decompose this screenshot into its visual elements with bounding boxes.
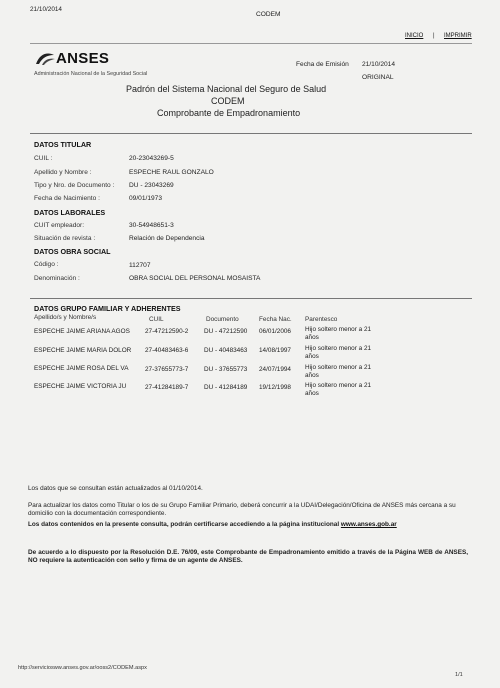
col-nombre-header: Apellido/s y Nombre/s: [34, 314, 97, 321]
anses-link[interactable]: www.anses.gob.ar: [340, 521, 397, 528]
obra-social-heading: DATOS OBRA SOCIAL: [34, 247, 111, 256]
emission-label: Fecha de Emisión: [296, 61, 349, 68]
page-title-codem: CODEM: [211, 96, 245, 106]
page-number: 1/1: [455, 672, 463, 678]
titular-rule: [30, 133, 472, 134]
certificar-text: Los datos contenidos en la presente consulta, podrán certificarse accediendo a la página institucional: [28, 521, 340, 528]
nombre-value: ESPECHE RAUL GONZALO: [129, 169, 214, 176]
grupo-heading: DATOS GRUPO FAMILIAR Y ADHERENTES: [34, 304, 181, 313]
row-nacimiento: 24/07/1994: [259, 366, 291, 373]
inicio-link[interactable]: INICIO: [405, 33, 424, 39]
row-documento: DU - 37655773: [204, 366, 248, 373]
row-parentesco: Hijo soltero menor a 21: [305, 382, 372, 389]
row-cuil: 27-40483463-6: [145, 347, 189, 354]
codigo-value: 112707: [129, 262, 151, 269]
row-nombre: ESPECHE JAIME MARIA DOLOR: [34, 347, 132, 354]
codigo-label: Código :: [34, 261, 59, 268]
situacion-value: Relación de Dependencia: [129, 235, 205, 242]
cuil-label: CUIL :: [34, 155, 53, 162]
page-subtitle: Comprobante de Empadronamiento: [157, 108, 301, 118]
nombre-label: Apellido y Nombre :: [34, 169, 92, 176]
row-documento: DU - 41284189: [204, 384, 248, 391]
grupo-rule: [30, 298, 472, 299]
row-parentesco: Hijo soltero menor a 21: [305, 326, 372, 333]
row-cuil: 27-37655773-7: [145, 366, 189, 373]
denominacion-value: OBRA SOCIAL DEL PERSONAL MOSAISTA: [129, 275, 261, 282]
print-date: 21/10/2014: [30, 6, 62, 13]
row-nombre: ESPECHE JAIME ROSA DEL VA: [34, 365, 129, 372]
imprimir-link[interactable]: IMPRIMIR: [444, 33, 472, 39]
anses-logo-icon: [34, 51, 56, 67]
emission-date: 21/10/2014: [362, 61, 396, 68]
row-cuil: 27-47212590-2: [145, 328, 189, 335]
row-parentesco-cont: años: [305, 372, 319, 379]
documento-label: Tipo y Nro. de Documento :: [34, 182, 115, 189]
col-nacimiento-header: Fecha Nac.: [259, 316, 292, 323]
col-documento-header: Documento: [206, 316, 239, 323]
col-parentesco-header: Parentesco: [305, 316, 338, 323]
page-title: Padrón del Sistema Nacional del Seguro de Salud: [126, 84, 327, 94]
row-parentesco-cont: años: [305, 334, 319, 341]
row-documento: DU - 47212590: [204, 328, 248, 335]
logo-name: ANSES: [56, 50, 110, 67]
certificar-note: [28, 521, 468, 529]
row-parentesco-cont: años: [305, 353, 319, 360]
cuit-label: CUIT empleador:: [34, 222, 85, 229]
row-nacimiento: 19/12/1998: [259, 384, 291, 391]
logo-subtitle: Administración Nacional de la Seguridad Social: [34, 71, 148, 77]
top-rule: [30, 43, 472, 44]
nacimiento-value: 09/01/1973: [129, 195, 163, 202]
denominacion-label: Denominación :: [34, 275, 80, 282]
laborales-heading: DATOS LABORALES: [34, 208, 106, 217]
col-cuil-header: CUIL: [149, 316, 164, 323]
row-documento: DU - 40483463: [204, 347, 248, 354]
situacion-label: Situación de revista :: [34, 235, 96, 242]
actualizar-note: Para actualizar los datos como Titular o los de su Grupo Familiar Primario, deberá concurrir a la UDAI/Delegación/Oficina de ANSES más cercana a su domicilio con la documentación correspondiente.: [28, 502, 456, 518]
row-nacimiento: 14/08/1997: [259, 347, 291, 354]
row-nombre: ESPECHE JAIME ARIANA AGOS: [34, 328, 130, 335]
emission-status: ORIGINAL: [362, 74, 394, 81]
row-nacimiento: 06/01/2006: [259, 328, 291, 335]
footer-url: http://serviciosww.anses.gov.ar/ooss2/CODEM.aspx: [18, 665, 147, 671]
actualizados-note: Los datos que se consultan están actualizados al 01/10/2014.: [28, 485, 203, 492]
row-parentesco: Hijo soltero menor a 21: [305, 345, 372, 352]
cuil-value: 20-23043269-5: [129, 155, 174, 162]
row-parentesco-cont: años: [305, 390, 319, 397]
print-title: CODEM: [256, 11, 281, 18]
row-parentesco: Hijo soltero menor a 21: [305, 364, 372, 371]
titular-heading: DATOS TITULAR: [34, 140, 92, 149]
row-nombre: ESPECHE JAIME VICTORIA JU: [34, 383, 127, 390]
resolucion-note: De acuerdo a lo dispuesto por la Resolución D.E. 76/09, este Comprobante de Empadronamiento emitido a través de la Página WEB de ANSES, NO requiere la autenticación con sello y firma de un agente de ANSES.: [28, 549, 468, 565]
nav-separator: |: [433, 33, 435, 39]
documento-value: DU - 23043269: [129, 182, 174, 189]
row-cuil: 27-41284189-7: [145, 384, 189, 391]
nacimiento-label: Fecha de Nacimiento :: [34, 195, 100, 202]
cuit-value: 30-54948651-3: [129, 222, 174, 229]
